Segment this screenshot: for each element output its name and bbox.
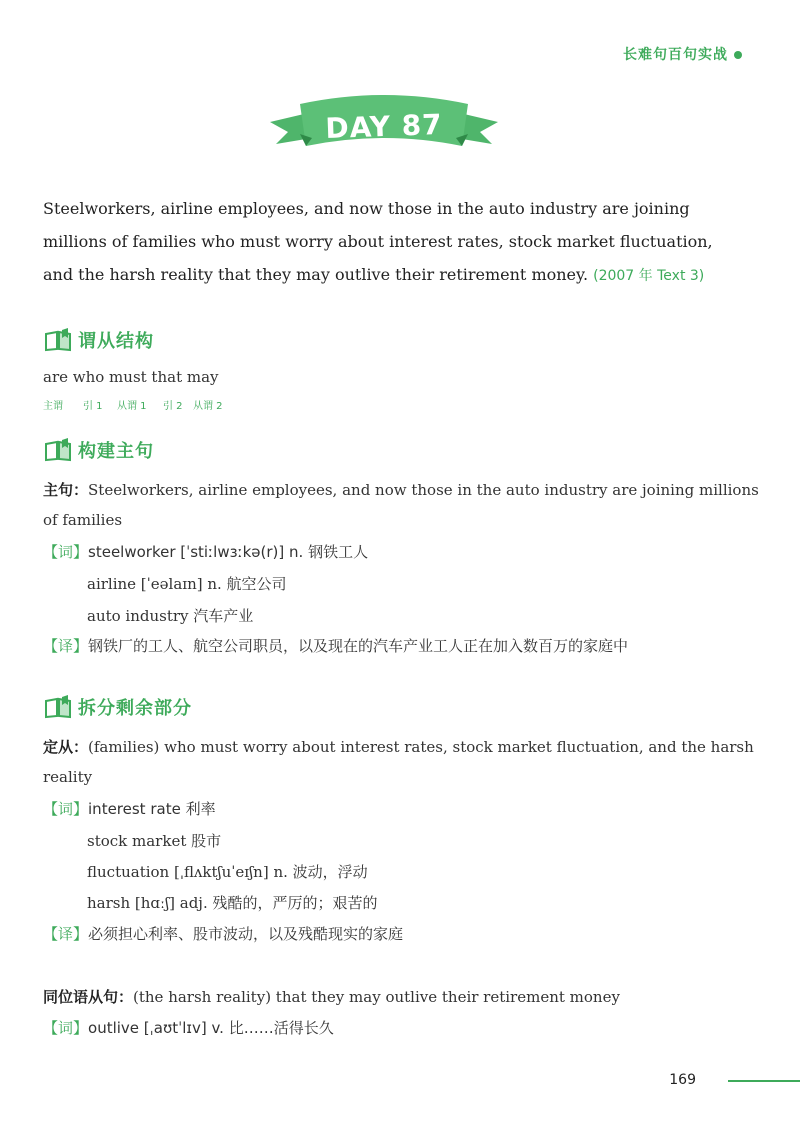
sentence-text: Steelworkers, airline employees, and now those in the auto industry are joining millions of families who must worry about interest rates, stock market fluctuation, and the harsh reality that they may outlive their retirement money.: [43, 199, 713, 284]
day-banner: [270, 94, 498, 158]
day-label: DAY 87: [324, 107, 444, 146]
rest-vocab-4: harsh [hɑːʃ] adj. 残酷的，严厉的；艰苦的: [87, 894, 378, 912]
book-icon: [44, 695, 72, 719]
main-clause-text-1: Steelworkers, airline employees, and now those in the auto industry are joining millions: [88, 481, 759, 499]
section-main-title: 构建主句: [78, 441, 154, 462]
vocab-tag: 【词】: [43, 800, 89, 818]
vocab-entry: steelworker [ˈstiːlwɜːkə(r)] n. 钢铁工人: [88, 543, 369, 561]
appositive-line: [43, 986, 620, 1007]
appositive-label: 同位语从句：: [43, 988, 134, 1006]
main-clause-line-2: of families: [43, 511, 123, 529]
main-clause-line-1: [43, 479, 759, 500]
book-icon: [44, 438, 72, 462]
page-number: 169: [669, 1072, 696, 1088]
series-title: 长难句百句实战: [623, 47, 728, 63]
vocab-tag: 【词】: [43, 1019, 89, 1037]
predicate-marks: [43, 397, 343, 411]
main-clause-label: 主句：: [43, 481, 89, 499]
trans-tag: 【译】: [43, 925, 89, 943]
trans-tag: 【译】: [43, 637, 89, 655]
rest-translation: [43, 923, 403, 944]
rest-vocab-3: fluctuation [ˌflʌktʃuˈeɪʃn] n. 波动，浮动: [87, 863, 368, 881]
mark-clause-predicate-2: 从谓 2: [193, 401, 223, 412]
section-predicate-title: 谓从结构: [78, 331, 154, 352]
attributive-line-1: [43, 736, 754, 757]
book-icon: [44, 328, 72, 352]
section-rest-heading: [44, 693, 192, 721]
section-rest-title: 拆分剩余部分: [78, 698, 192, 719]
main-sentence: [43, 192, 728, 293]
vocab-tag: 【词】: [43, 543, 89, 561]
sentence-source: (2007 年 Text 3): [593, 268, 705, 284]
main-vocab-1: [43, 541, 368, 562]
mark-conj-2: 引 2: [163, 401, 183, 412]
rest-vocab-2: stock market 股市: [87, 832, 222, 850]
header-dot: [734, 51, 742, 59]
attributive-text-1: (families) who must worry about interest rates, stock market fluctuation, and the harsh: [88, 738, 754, 756]
main-translation: [43, 635, 628, 656]
main-vocab-3: auto industry 汽车产业: [87, 607, 254, 625]
appositive-vocab: [43, 1017, 334, 1038]
mark-conj-1: 引 1: [83, 401, 103, 412]
attributive-line-2: reality: [43, 768, 93, 786]
attributive-label: 定从：: [43, 738, 89, 756]
mark-clause-predicate-1: 从谓 1: [117, 401, 147, 412]
section-predicate-heading: [44, 326, 154, 354]
mark-main-predicate: 主谓: [43, 401, 63, 412]
predicate-words: are who must that may: [43, 368, 219, 386]
main-vocab-2: airline [ˈeəlaɪn] n. 航空公司: [87, 575, 287, 593]
vocab-entry: interest rate 利率: [88, 800, 216, 818]
section-main-heading: [44, 436, 154, 464]
translation-text: 钢铁厂的工人、航空公司职员，以及现在的汽车产业工人正在加入数百万的家庭中: [88, 637, 629, 655]
appositive-text: (the harsh reality) that they may outlive their retirement money: [133, 988, 620, 1006]
vocab-entry: outlive [ˌaʊtˈlɪv] v. 比……活得长久: [88, 1019, 334, 1037]
translation-text: 必须担心利率、股市波动，以及残酷现实的家庭: [88, 925, 404, 943]
rest-vocab-1: [43, 798, 216, 819]
page-rule: [728, 1080, 800, 1082]
